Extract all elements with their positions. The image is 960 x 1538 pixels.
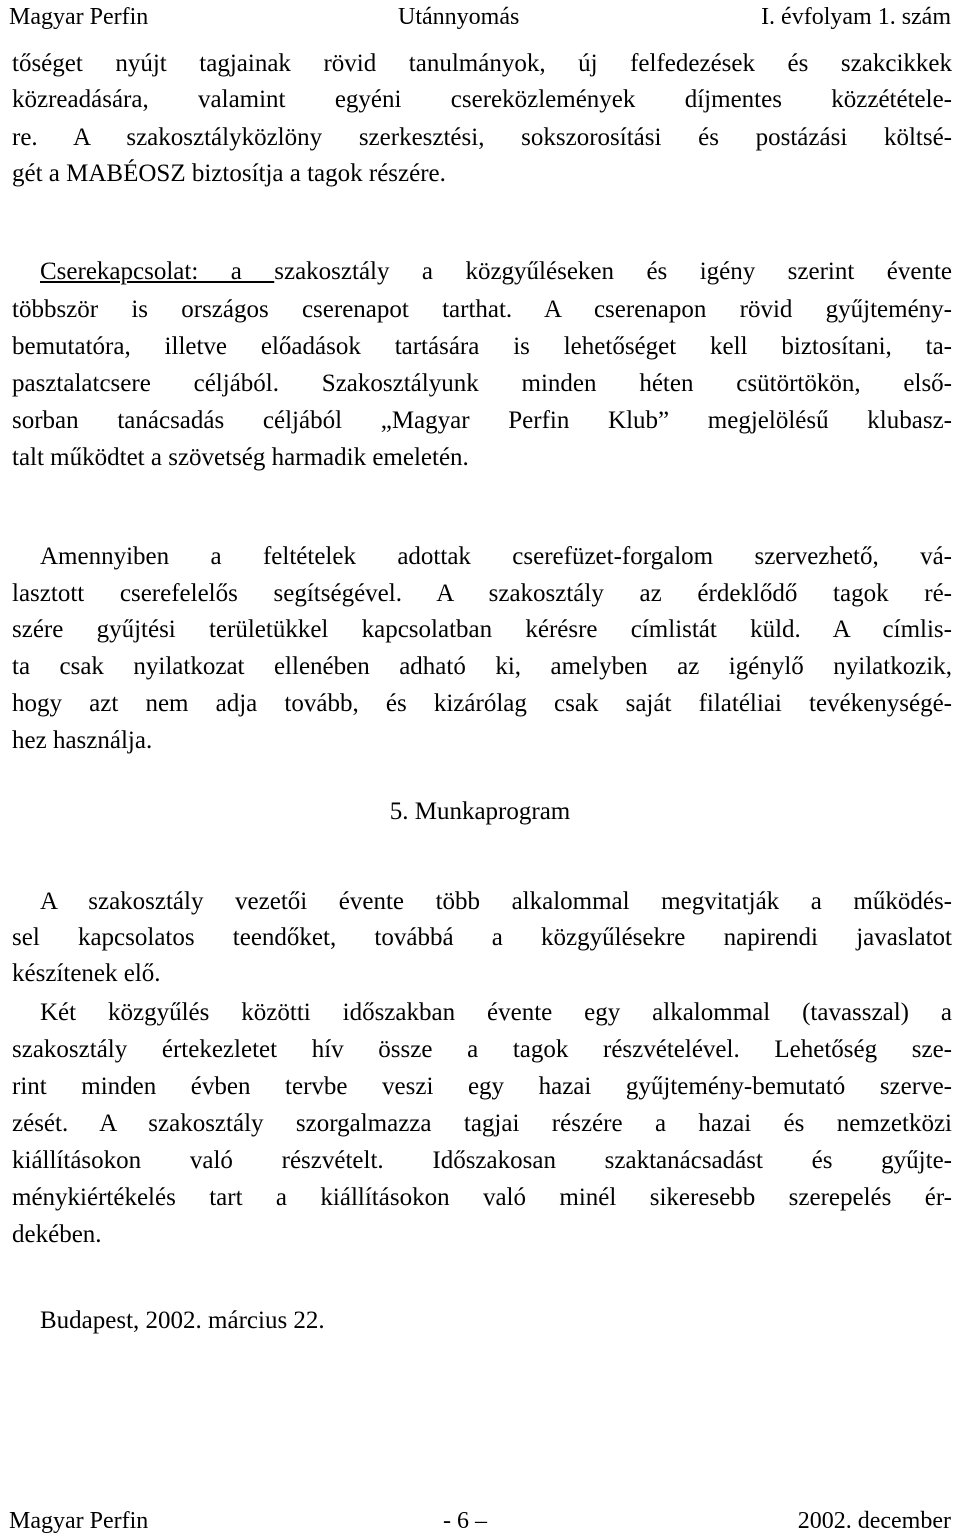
header-publication: Magyar Perfin bbox=[9, 4, 149, 30]
footer-date: 2002. december bbox=[797, 1508, 951, 1534]
para4-line: A szakosztály vezetői évente több alkalommal megvitatják a működés- bbox=[40, 888, 952, 915]
para3-line: Amennyiben a feltételek adottak cserefüzet-forgalom szervezhető, vá- bbox=[40, 543, 952, 570]
para4-line: sel kapcsolatos teendőket, továbbá a közgyűlésekre napirendi javaslatot bbox=[12, 924, 952, 951]
para2-line: bemutatóra, illetve előadások tartására is lehetőséget kell biztosítani, ta- bbox=[12, 333, 952, 360]
para5-line: zését. A szakosztály szorgalmazza tagjai részére a hazai és nemzetközi bbox=[12, 1110, 952, 1137]
para3-line: lasztott cserefelelős segítségével. A szakosztály az érdeklődő tagok ré- bbox=[12, 580, 952, 607]
para2-line: többször is országos cserenapot tarthat. A cserenapon rövid gyűjtemény- bbox=[12, 296, 952, 323]
footer-publication: Magyar Perfin bbox=[9, 1508, 149, 1534]
para2-line: talt működtet a szövetség harmadik emeletén. bbox=[12, 444, 469, 471]
page-number: - 6 – bbox=[443, 1508, 487, 1534]
para3-line: ta csak nyilatkozat ellenében adható ki, amelyben az igénylő nyilatkozik, bbox=[12, 653, 952, 680]
para2-lead-text: szakosztály a közgyűléseken és igény szerint évente bbox=[274, 258, 952, 285]
para5-line: szakosztály értekezletet hív össze a tagok részvételével. Lehetőség sze- bbox=[12, 1036, 952, 1063]
section-title: 5. Munkaprogram bbox=[389, 798, 571, 825]
para5-line: kiállításokon való részvételt. Időszakosan szaktanácsadást és gyűjte- bbox=[12, 1147, 952, 1174]
para2-line: sorban tanácsadás céljából „Magyar Perfin Klub” megjelölésű klubasz- bbox=[12, 407, 952, 434]
para5-line: ménykiértékelés tart a kiállításokon való minél sikeresebb szerepelés ér- bbox=[12, 1184, 952, 1211]
para5-line: rint minden évben tervbe veszi egy hazai gyűjtemény-bemutató szerve- bbox=[12, 1073, 952, 1100]
para1-line: gét a MABÉOSZ biztosítja a tagok részére. bbox=[12, 160, 446, 187]
para2-line: pasztalatcsere céljából. Szakosztályunk minden héten csütörtökön, első- bbox=[12, 370, 952, 397]
para3-line: hez használja. bbox=[12, 727, 153, 754]
para1-line: tőséget nyújt tagjainak rövid tanulmányok, új felfedezések és szakcikkek bbox=[12, 50, 952, 77]
header-section: Utánnyomás bbox=[398, 4, 520, 30]
para1-line: közreadására, valamint egyéni csereközlemények díjmentes közzététele- bbox=[12, 86, 952, 113]
para1-line: re. A szakosztályközlöny szerkesztési, sokszorosítási és postázási költsé- bbox=[12, 124, 952, 151]
cserekapcsolat-label: Cserekapcsolat: a bbox=[40, 258, 275, 285]
para2-first-line bbox=[40, 254, 952, 290]
date-line: Budapest, 2002. március 22. bbox=[40, 1307, 325, 1334]
para4-line: készítenek elő. bbox=[12, 960, 161, 987]
para3-line: hogy azt nem adja tovább, és kizárólag csak saját filatéliai tevékenységé- bbox=[12, 690, 952, 717]
para5-line: Két közgyűlés közötti időszakban évente egy alkalommal (tavasszal) a bbox=[40, 999, 952, 1026]
para5-line: dekében. bbox=[12, 1221, 102, 1248]
header-issue: I. évfolyam 1. szám bbox=[761, 4, 951, 30]
para3-line: szére gyűjtési területükkel kapcsolatban kérésre címlistát küld. A címlis- bbox=[12, 616, 952, 643]
